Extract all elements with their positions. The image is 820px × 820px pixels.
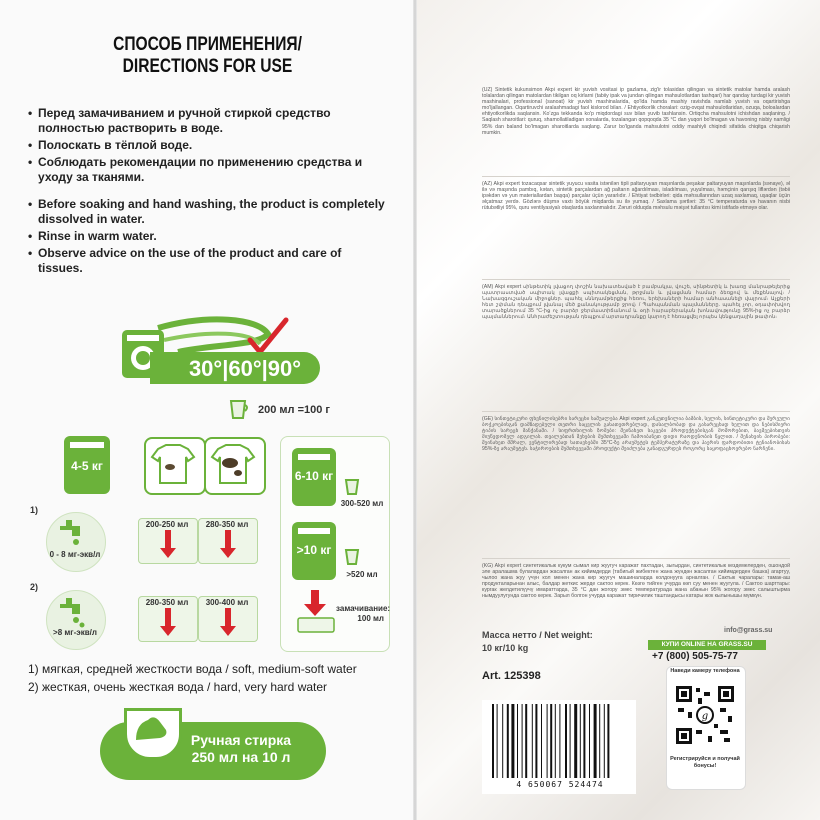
dose-equivalence: 200 мл =100 г bbox=[258, 404, 331, 416]
measuring-cup-icon bbox=[344, 478, 362, 496]
load-4-5kg: 4-5 кг bbox=[71, 459, 103, 473]
bullet-en-3: • Observe advice on the use of the product and care of tissues. bbox=[28, 246, 388, 276]
arrow-down-icon bbox=[160, 530, 176, 560]
legend-soft-water: 1) мягкая, средней жесткости вода / soft, medium-soft water bbox=[28, 662, 357, 676]
barcode-bar bbox=[511, 704, 514, 778]
barcode-number: 4 650067 524474 bbox=[516, 780, 604, 789]
shirt-stain-icon-1 bbox=[148, 441, 198, 487]
hand-wash-line-2: 250 мл на 10 л bbox=[191, 749, 291, 765]
measuring-cup-icon bbox=[228, 398, 250, 420]
page-title bbox=[37, 34, 377, 78]
bullet-ru-2: • Полоскать в тёплой воде. bbox=[28, 138, 388, 153]
barcode-bar bbox=[525, 704, 527, 778]
dose-over-10kg: >520 мл bbox=[346, 570, 378, 579]
barcode-bar bbox=[589, 704, 590, 778]
barcode-bar bbox=[497, 704, 498, 778]
hand-icon bbox=[130, 710, 172, 746]
article-number: Art. 125398 bbox=[482, 670, 541, 682]
buy-online-banner: КУПИ ONLINE НА GRASS.SU bbox=[648, 640, 766, 650]
divider bbox=[482, 279, 790, 280]
text-ge: (GE) სინთეტიკური ფხვნილისებრი სარეცხი საშუალება Akpi expert განკუთვნილია ბამბის, სელის, სინთეტიკური და შერეული ბოჭკოებისგან დამზადებული თეთრი საცვლის გასათეთრებლად, დასალბობად და გასარეცხად ხელით და ნებისმიერი ტიპის სარეცხ მანქანაში. / სიფრთხილის ზომები: შეინახეთ საკვები პროდუქტებისგან მოშორებით, ბავშვებისთვის მიუწვდომელ ადგილას. თვალებთან შეხების შემთხვევაში ჩამოიბანეთ დიდი რაოდენობის წყლით. / შენახვის პირობები: შეინახეთ მშრალ, ვენტილირებად სათავსებში 35°C-ზე არაუმეტეს ტემპერატურაზე და ჰაერის ფარდობითი ტენიანობისას 95%-ზე არაუმეტეს. საჭიროების შემთხვევაში პროდუქტი შეიძლება განადგურდეს როგორც საყოფაცხოვრებო ნარჩენი. bbox=[482, 416, 790, 453]
dose-row2-col2: 300-400 мл bbox=[205, 598, 249, 607]
phone-number: +7 (800) 505-75-77 bbox=[652, 651, 738, 662]
bullet-en-2: • Rinse in warm water. bbox=[28, 229, 388, 244]
arrow-down-icon bbox=[160, 608, 176, 638]
soak-tray-icon bbox=[296, 590, 336, 634]
divider bbox=[482, 558, 790, 559]
dose-row1-col2: 280-350 мл bbox=[205, 520, 249, 529]
machine-panel bbox=[298, 528, 330, 534]
barcode-bar bbox=[541, 704, 542, 778]
barcode-bar bbox=[555, 704, 556, 778]
measuring-cup-icon bbox=[344, 548, 362, 566]
tap-icon-1 bbox=[58, 520, 92, 546]
barcode-bar bbox=[559, 704, 560, 778]
soak-value: 100 мл bbox=[357, 614, 384, 623]
title-en: DIRECTIONS FOR USE bbox=[122, 56, 293, 77]
barcode-bar bbox=[547, 704, 548, 778]
arrow-down-icon bbox=[220, 530, 236, 560]
hand-wash-text bbox=[176, 732, 306, 766]
hand-wash-line-1: Ручная стирка bbox=[190, 732, 292, 748]
text-az: (AZ) Akpi expert tozacaqsar sintetik yuyucu vasita istənilən tipli paltaryuyan maşınlarda peşakar paltaryuyan maşınlarda (sənaye), əl ilə və maşında pambıq, kətan, sintetik parçalardan ağ paltarın ağardılması, isladılması, yuyulması, həmçinin qarışıq liflərdən (təbii ipəkdən və yun materiallardan başqa) parçalar üçün yararlıdır. / Ehtiyat tədbirləri: qida məhsullarından uzaq saxlamaq, uşaqlar üçün əlçatmaz yerdə. Gözlərə düşmə vaxtı böyük miqdarda su ilə yumaq. / Saxlama şərtləri: 35 °C temperaturda və havanın nisbi rütubətliyi 95%, quru ventilyasiyalı otaqlarda saxlanmalıdır. Zəruri olduqda məhsulu məişət tullantısı kimi istifadə etməyə olar. bbox=[482, 181, 790, 212]
barcode-bar bbox=[607, 704, 609, 778]
barcode-bar bbox=[604, 704, 605, 778]
temperature-values: 30°|60°|90° bbox=[188, 356, 302, 381]
load-over-10kg: >10 кг bbox=[296, 543, 332, 557]
soak-label: замачивание: bbox=[336, 604, 391, 613]
machine-panel bbox=[298, 454, 330, 460]
dose-row1-col1: 200-250 мл bbox=[145, 520, 189, 529]
net-weight-label: Масса нетто / Net weight: bbox=[482, 630, 593, 640]
barcode bbox=[490, 704, 630, 778]
divider bbox=[482, 176, 790, 177]
barcode-bar bbox=[507, 704, 509, 778]
barcode-bar bbox=[594, 704, 597, 778]
barcode-bar bbox=[532, 704, 533, 778]
arrow-down-icon bbox=[220, 608, 236, 638]
barcode-bar bbox=[517, 704, 518, 778]
hardness-soft: 0 - 8 мг-экв/л bbox=[49, 550, 101, 559]
svg-text:g: g bbox=[701, 711, 709, 722]
text-uz: (UZ) Sintetik kukunsimon Akpi expert kir yuvish vositasi ip gazlama, zig'ir tolasidan qilingan va sintetik matolar hamda aralash tolalardan qilingan matolardan tikilgan oq kirlarni (tabiiy ipak va jundan qilingan mahsulotlardan tashqari) har qanday turdagi kir yuvish mashinalari, professional (sanoat) kir yuvish mashinalarida, qo'lda hamda mashiy ravishda namlab yuvish va oqartirishga mo'ljallangan. Oqartiruvchi aralashmadagi faol kislorod bilan. / Ehtiyotkorlik choralari: ozig-ovqat mahsulotlaridan, ozuqa, boloalardan ehtiyotkorlikda saqlansin. Koʻzga tekkanda ko'p miqdordagi suv bilan yuvib tashlansin. Ortiqcha mahsulotni ichishdan saqlaning. / Saqlash sharoitlari: quruq, shamollatiladigan xonalarda, tozalangan qopqoqda 35 °C dan yuqori bo'lmagan va havoning nisbiy namligi 95% dan baland bo'lmagan sharoitlarda saqlang. Zarur bo'lganda mahsulotni oddiy mashiyli chiqindi sifatida chiqitga chiqarish mumkin. bbox=[482, 87, 790, 136]
barcode-bar bbox=[580, 704, 581, 778]
legend-hard-water: 2) жесткая, очень жесткая вода / hard, very hard water bbox=[28, 680, 328, 694]
package-fold bbox=[413, 0, 417, 820]
tap-icon-2 bbox=[58, 598, 92, 628]
barcode-bar bbox=[550, 704, 552, 778]
bullets-en bbox=[28, 197, 388, 278]
title-ru: СПОСОБ ПРИМЕНЕНИЯ/ bbox=[113, 34, 302, 55]
barcode-bar bbox=[492, 704, 494, 778]
qr-instruction: Наведи камеру телефона bbox=[670, 668, 740, 674]
shirt-stain-icon-2 bbox=[208, 441, 258, 487]
bullet-ru-3: • Соблюдать рекомендации по применению средства и уходу за тканями. bbox=[28, 155, 388, 185]
barcode-bar bbox=[565, 704, 567, 778]
bullets-ru bbox=[28, 106, 388, 187]
dose-row2-col1: 280-350 мл bbox=[145, 598, 189, 607]
machine-panel bbox=[70, 442, 104, 448]
barcode-bar bbox=[583, 704, 585, 778]
qr-code[interactable] bbox=[674, 684, 736, 746]
row-label-1: 1) bbox=[30, 505, 39, 515]
text-am: (AM) Akpi expert սինթետիկ լվացող փոշին նախատեսված է բամբակյա, վուշե, սինթետիկ և խառը մանրաթելերից պատրաստված սպիտակ լվացքի սպիտակեցման, թրջման և լվացման համար ձեռքով և մեքենայով։ / Նախազգուշական միջոցներ. պահել սննդամթերքից հեռու, երեխաների համար անհասանելի վայրում։ Աչքերի հետ շփման դեպքում լվանալ մեծ քանակությամբ ջրով։ / Պահպանման պայմանները. պահել չոր, օդափոխվող տարածքներում 35 °C-ից ոչ բարձր ջերմաստիճանում և օդի հարաբերական խոնավությունը 95%-ից ոչ բարձր պայմաններում։ Անհրաժեշտության դեպքում արտադրանքը կարող է հեռացվել որպես կենցաղային թափոն։ bbox=[482, 284, 790, 321]
net-weight-value: 10 кг/10 kg bbox=[482, 643, 529, 653]
text-kg: (KG) Akpi expert синтетикалык кукум сымал кир жуугуч каражат пахтадан, зыгырдан, синтетикалык кездемелерден, ошондой эле аралашма булалардан жасалган ак кийимдерди (табигый жибектен жана жүндөн жасалган кийимдерден башка) агартуу, чылоо жана жуу үчүн кол менен жана кир жуугуч машиналарда колдонууга арналган. / Сактык чаралары: тамак-аш продукталарынан алыс, балдар жеткис жерде сактоо керек. Көзгө тийген учурда көп суу менен жуугула. / Сактоо шарттары: кургак желдетилүүчү имараттарда, 35 °C дан жогору эмес температурада жана абанын 95% жогору эмес салыштырма нымдуулугунда сактоо керек. Зарыл болгон учурда каражат тиричилик таштандысы катары жок кылынышы мүмкүн. bbox=[482, 563, 790, 600]
qr-bonus-text: Регистрируйся и получай бонусы! bbox=[670, 756, 740, 769]
row-label-2: 2) bbox=[30, 582, 39, 592]
dose-6-10kg: 300-520 мл bbox=[340, 499, 384, 508]
barcode-bar bbox=[502, 704, 503, 778]
barcode-bar bbox=[570, 704, 571, 778]
divider bbox=[482, 411, 790, 412]
bullet-en-1: • Before soaking and hand washing, the product is completely dissolved in water. bbox=[28, 197, 388, 227]
hardness-hard: >8 мг-экв/л bbox=[53, 628, 97, 637]
barcode-bar bbox=[574, 704, 577, 778]
bullet-ru-1: • Перед замачиванием и ручной стиркой средство полностью растворить в воде. bbox=[28, 106, 388, 136]
barcode-bar bbox=[535, 704, 537, 778]
website-email: info@grass.su bbox=[724, 627, 773, 634]
load-6-10kg: 6-10 кг bbox=[294, 469, 334, 483]
barcode-bar bbox=[522, 704, 523, 778]
barcode-bar bbox=[599, 704, 600, 778]
